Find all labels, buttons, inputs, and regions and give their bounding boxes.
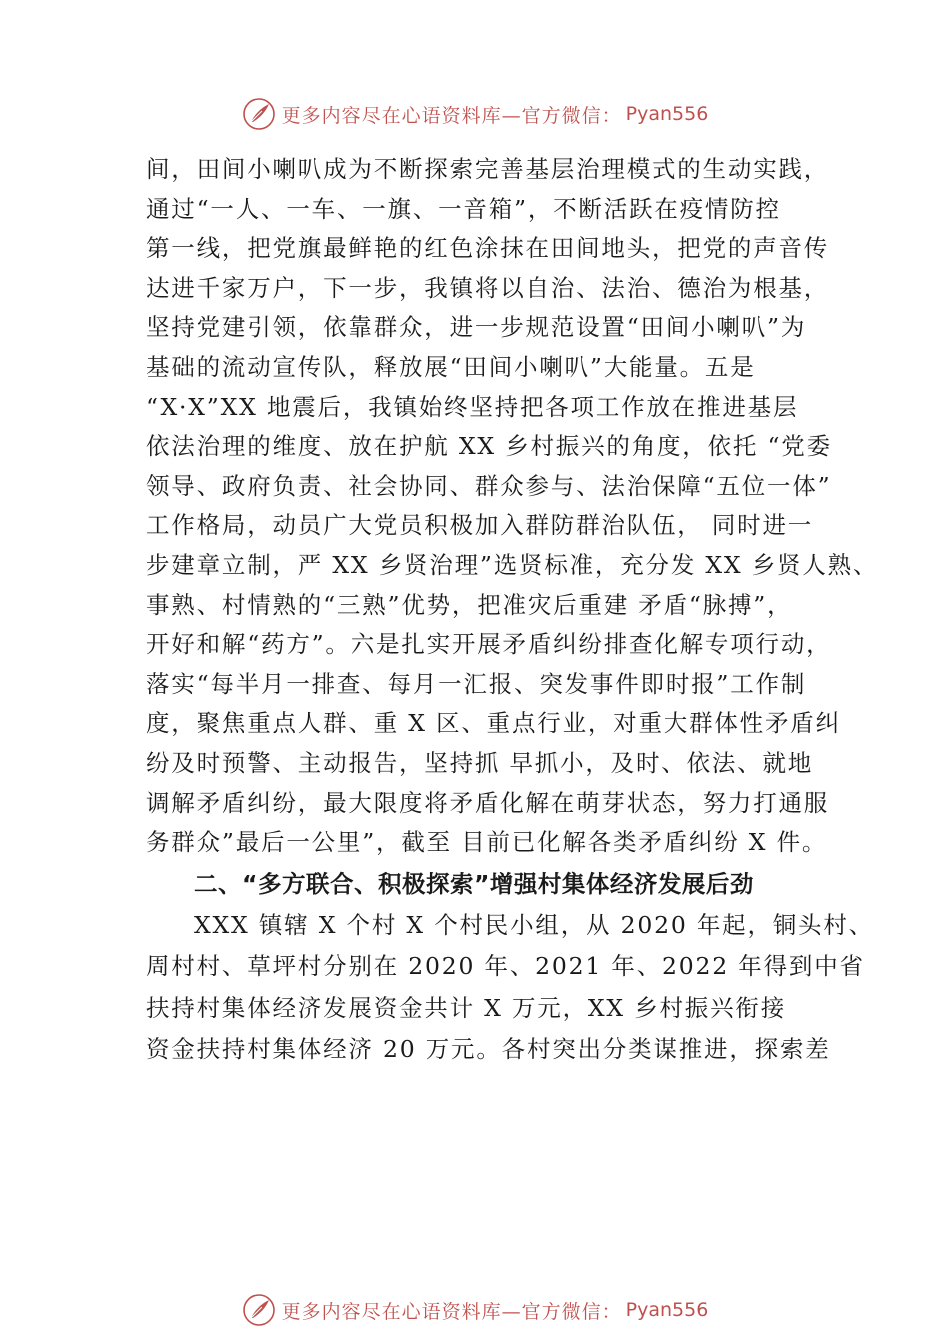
- banner-text: 更多内容尽在心语资料库—官方微信：: [281, 104, 622, 127]
- text-line: 坚持党建引领，依靠群众，进一步规范设置“田间小喇叭”为: [146, 313, 807, 342]
- text-line: 事熟、村情熟的“三熟”优势，把准灾后重建 矛盾“脉搏”，: [146, 590, 793, 619]
- text-line: 调解矛盾纠纷，最大限度将矛盾化解在萌芽状态，努力打通服: [146, 788, 830, 817]
- quill-pen-logo-icon: [242, 97, 276, 131]
- text-line: 纷及时预警、主动报告，坚持抓 早抓小，及时、依法、就地: [146, 748, 814, 777]
- banner-wechat-id: Pyan556: [625, 103, 709, 125]
- banner-wechat-id: Pyan556: [625, 1299, 709, 1321]
- text-line: 扶持村集体经济发展资金共计 X 万元，XX 乡村振兴衔接: [146, 993, 786, 1022]
- text-line: 间，田间小喇叭成为不断探索完善基层治理模式的生动实践，: [146, 155, 830, 183]
- text-line: 基础的流动宣传队，释放展“田间小喇叭”大能量。五是: [146, 352, 756, 381]
- section-heading: 二、“多方联合、积极探索”增强村集体经济发展后劲: [194, 869, 754, 898]
- header-banner: [0, 94, 950, 134]
- text-line: 领导、政府负责、社会协同、群众参与、法治保障“五位一体”: [146, 471, 832, 500]
- paragraph-2: [146, 905, 874, 1071]
- text-line: 通过“一人、一车、一旗、一音箱”，不断活跃在疫情防控: [146, 194, 781, 223]
- banner-text: 更多内容尽在心语资料库—官方微信：: [281, 1300, 622, 1323]
- text-line: “X·X”XX 地震后，我镇始终坚持把各项工作放在推进基层: [146, 392, 799, 421]
- text-line: 落实“每半月一排查、每月一汇报、突发事件即时报”工作制: [146, 669, 807, 698]
- text-line: XXX 镇辖 X 个村 X 个村民小组，从 2020 年起，铜头村、: [194, 910, 874, 939]
- text-line: 周村村、草坪村分别在 2020 年、2021 年、2022 年得到中省: [146, 952, 865, 981]
- paragraph-1: [146, 150, 879, 863]
- text-line: 开好和解“药方”。六是扎实开展矛盾纠纷排查化解专项行动，: [146, 630, 832, 659]
- text-line: 依法治理的维度、放在护航 XX 乡村振兴的角度，依托 “党委: [146, 432, 832, 461]
- quill-pen-logo-icon: [242, 1293, 276, 1327]
- text-line: 资金扶持村集体经济 20 万元。各村突出分类谋推进，探索差: [146, 1035, 831, 1064]
- text-line: 工作格局，动员广大党员积极加入群防群治队伍， 同时进一: [146, 511, 814, 540]
- text-line: 第一线，把党旗最鲜艳的红色涂抹在田间地头，把党的声音传: [146, 234, 830, 263]
- text-line: 度，聚焦重点人群、重 X 区、重点行业，对重大群体性矛盾纠: [146, 709, 841, 738]
- text-line: 务群众”最后一公里”，截至 目前已化解各类矛盾纠纷 X 件。: [146, 828, 828, 857]
- footer-banner: [0, 1290, 950, 1330]
- text-line: 达进千家万户，下一步，我镇将以自治、法治、德治为根基，: [146, 273, 830, 302]
- document-body: [146, 150, 879, 1071]
- text-line: 步建章立制，严 XX 乡贤治理”选贤标准，充分发 XX 乡贤人熟、: [146, 550, 879, 579]
